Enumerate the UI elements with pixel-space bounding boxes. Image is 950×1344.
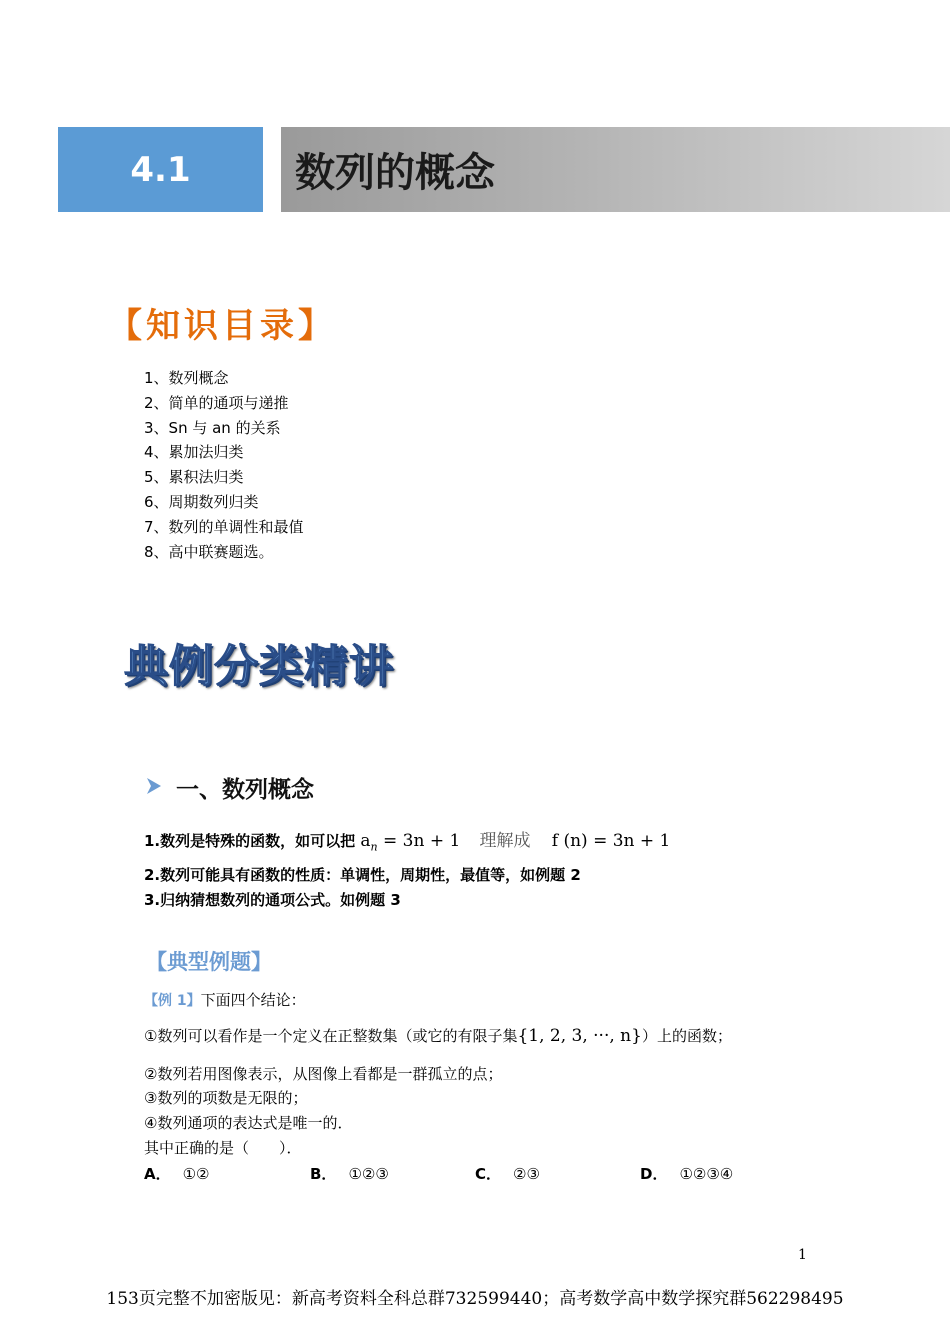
- formula-an: [360, 831, 461, 854]
- footer-note: 153页完整不加密版见：新高考资料全科总群732599440；高考数学高中数学探究群562298495: [106, 1289, 844, 1309]
- statement-4: ④数列通项的表达式是唯一的．: [144, 1114, 353, 1132]
- option-d-label: D．: [640, 1165, 668, 1183]
- toc-list: [144, 366, 304, 564]
- typical-examples-banner: 典例分类精讲: [124, 641, 394, 692]
- toc-item: 4、累加法归类: [144, 443, 244, 462]
- concept-line-1-middle: 理解成: [479, 831, 531, 851]
- option-a-value: ①②: [182, 1165, 210, 1183]
- statement-1-prefix: ①数列可以看作是一个定义在正整数集（或它的有限子集: [144, 1027, 518, 1045]
- option-b-label: B．: [310, 1165, 337, 1183]
- arrow-bullet-icon: [146, 776, 162, 796]
- option-c-value: ②③: [513, 1165, 540, 1183]
- formula-an-sub: n: [370, 840, 378, 854]
- chapter-title-bar: [281, 127, 950, 212]
- page-number: 1: [798, 1247, 807, 1263]
- statement-2: ②数列若用图像表示，从图像上看都是一群孤立的点；: [144, 1065, 503, 1083]
- toc-item: 5、累积法归类: [144, 468, 244, 487]
- example-1-prompt-line: [144, 989, 306, 1010]
- formula-an-rest: = 3n + 1: [377, 831, 461, 851]
- toc-item: 8、高中联赛题选。: [144, 542, 274, 561]
- toc-item: 7、数列的单调性和最值: [144, 517, 304, 536]
- option-c: [475, 1163, 540, 1184]
- option-a: [144, 1163, 210, 1184]
- toc-item: 2、简单的通项与递推: [144, 393, 289, 412]
- formula-fn: f (n) = 3n + 1: [551, 831, 671, 851]
- toc-item: 1、数列概念: [144, 369, 229, 387]
- concept-line-1-text: 1.数列是特殊的函数，如可以把: [144, 832, 356, 850]
- toc-heading: 【知识目录】: [108, 306, 336, 346]
- chapter-number: 4.1: [58, 127, 263, 212]
- option-c-label: C．: [475, 1165, 502, 1183]
- concept-line-1: [144, 826, 670, 853]
- statement-1-suffix: ）上的函数；: [641, 1027, 732, 1045]
- formula-an-a: a: [360, 831, 371, 851]
- statement-3: ③数列的项数是无限的；: [144, 1089, 308, 1107]
- option-d: [640, 1163, 733, 1184]
- statement-1: [144, 1025, 732, 1046]
- question-line: 其中正确的是（ ）．: [144, 1139, 302, 1157]
- examples-heading: 【典型例题】: [146, 950, 272, 974]
- option-d-value: ①②③④: [679, 1165, 734, 1183]
- option-b-value: ①②③: [348, 1165, 389, 1183]
- formula-set: {1, 2, 3, ···, n}: [517, 1026, 642, 1046]
- option-a-label: A．: [144, 1165, 171, 1183]
- option-b: [310, 1163, 389, 1184]
- concept-line-3: 3.归纳猜想数列的通项公式。如例题 3: [144, 891, 401, 909]
- chapter-title: 数列的概念: [295, 150, 495, 196]
- toc-item: 6、周期数列归类: [144, 492, 259, 511]
- concept-line-2: 2.数列可能具有函数的性质：单调性，周期性，最值等，如例题 2: [144, 866, 581, 884]
- section-title: 一、数列概念: [176, 777, 314, 803]
- example-1-prompt: 下面四个结论：: [200, 991, 306, 1009]
- toc-item: 3、Sn 与 an 的关系: [144, 418, 281, 437]
- example-1-tag: 【例 1】: [144, 993, 201, 1009]
